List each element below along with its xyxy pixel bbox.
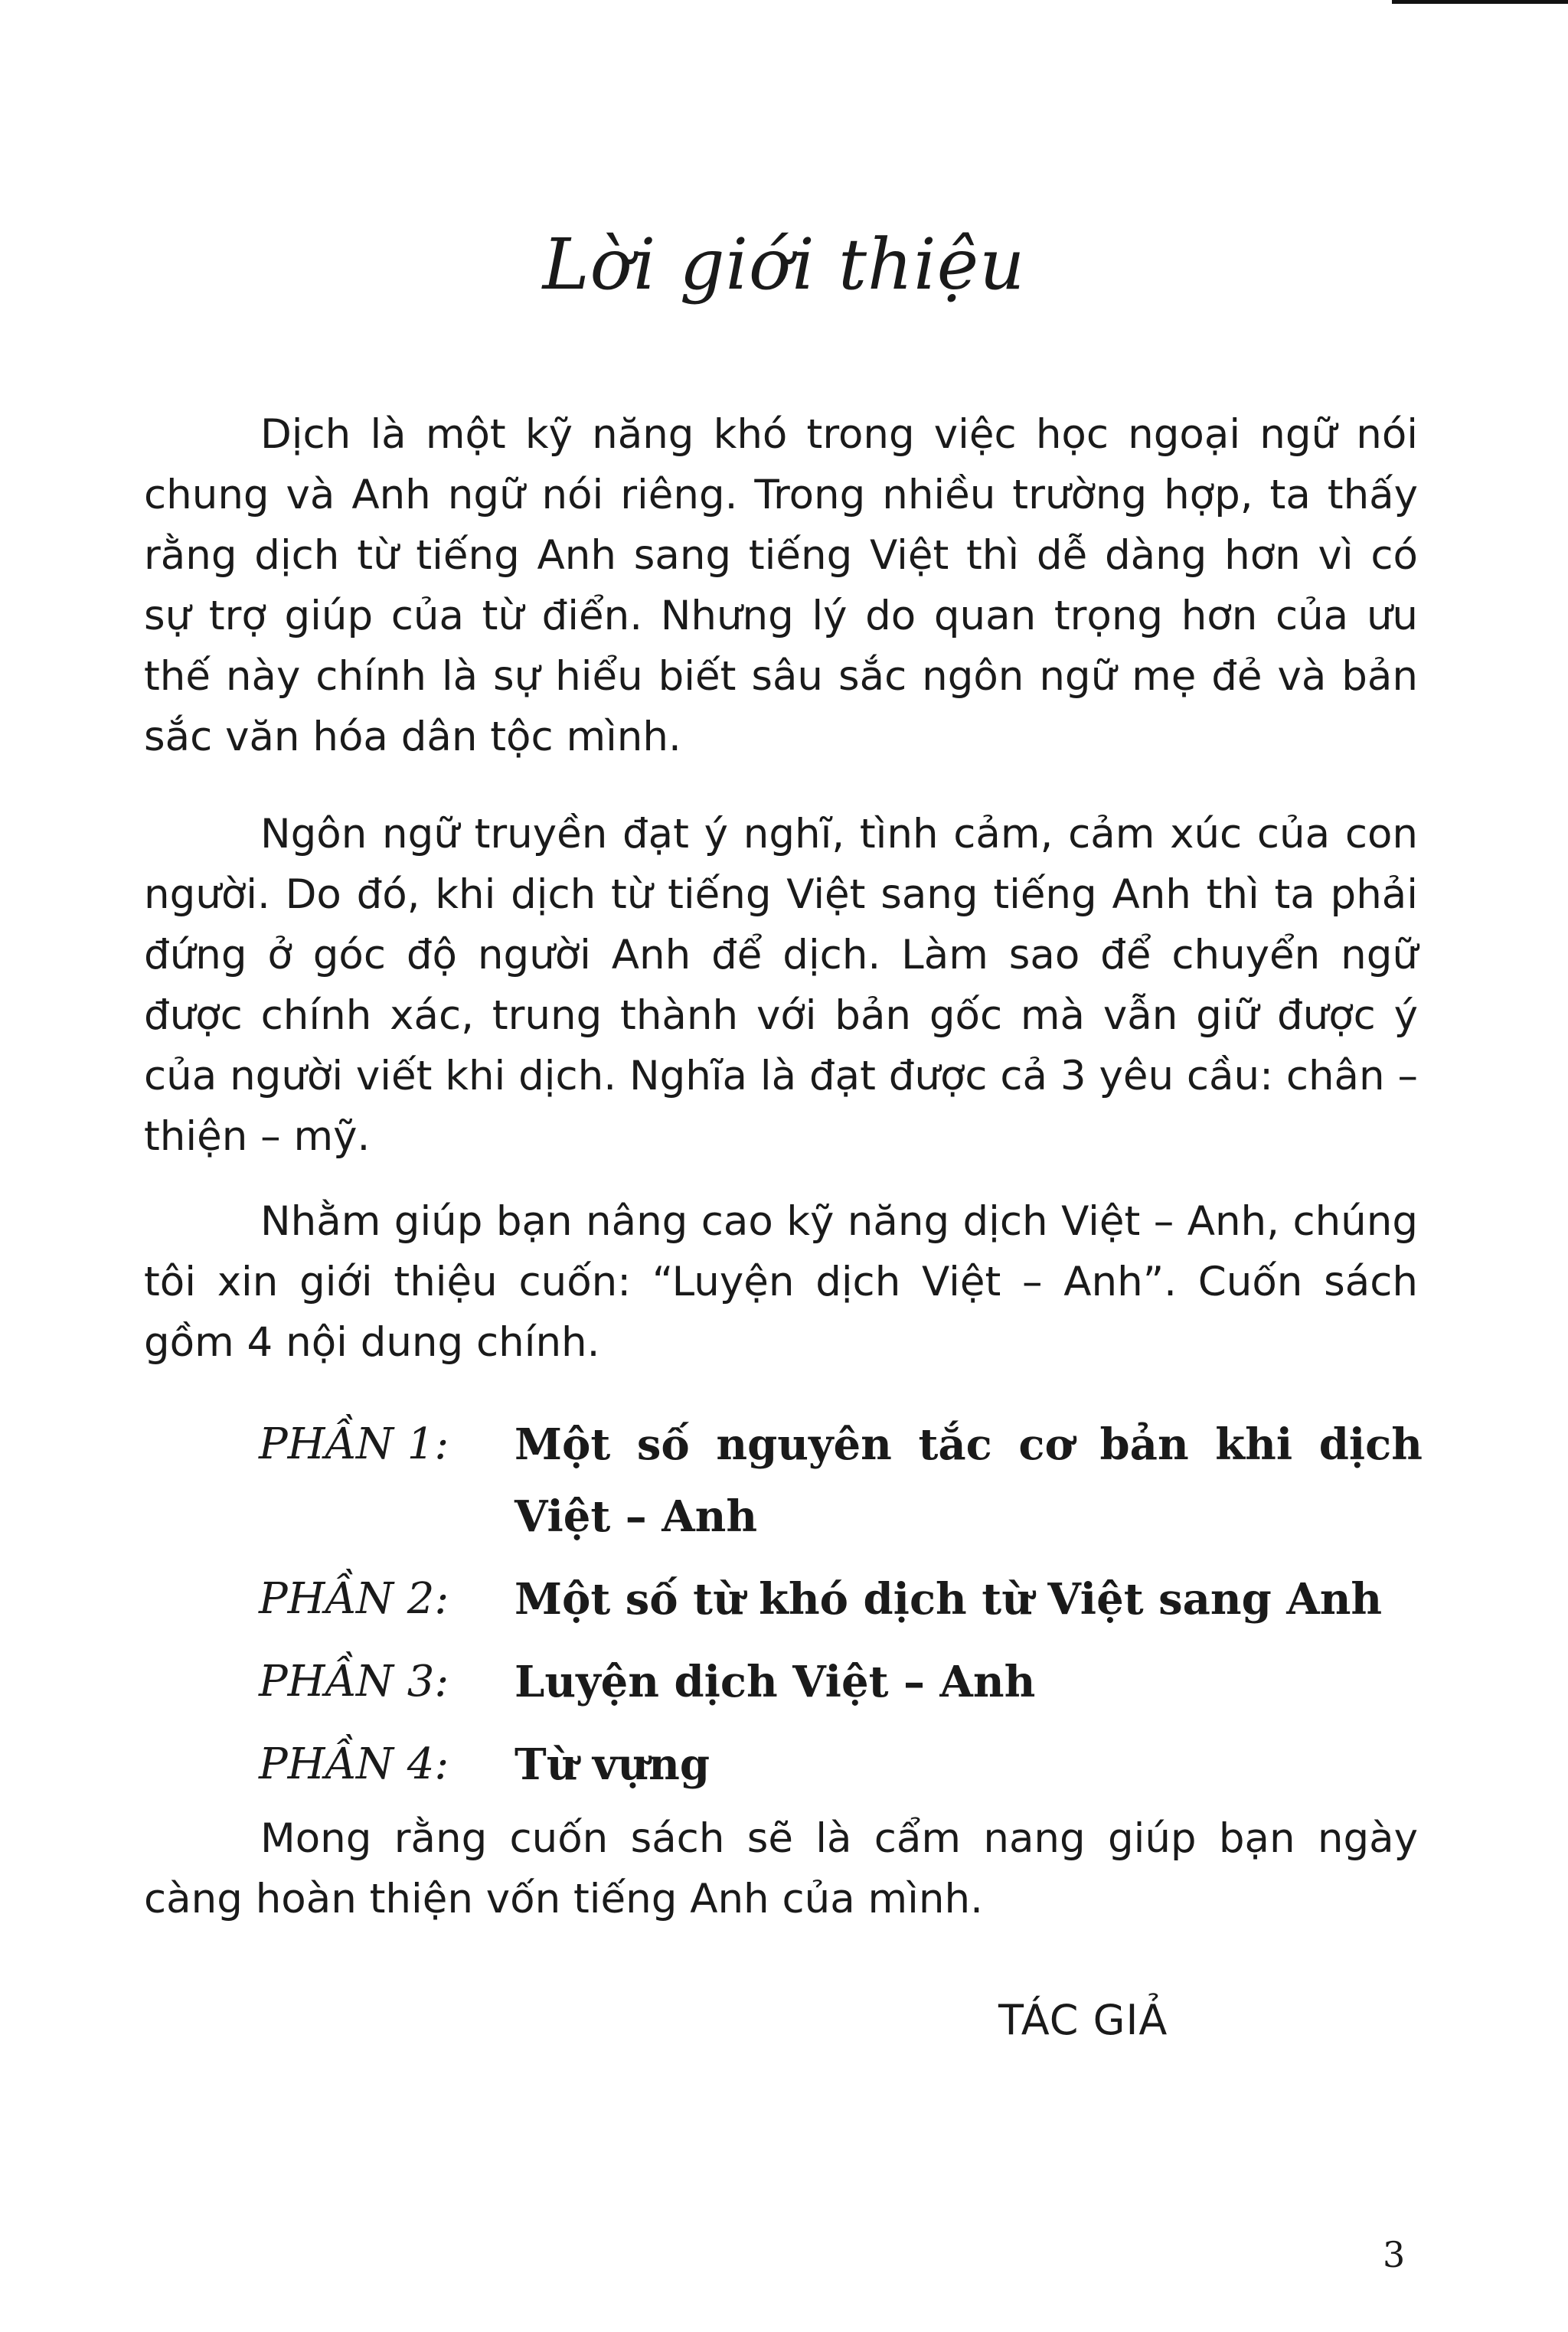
part-label: PHẦN 4: (259, 1739, 449, 1789)
intro-paragraph-1 (144, 404, 1418, 767)
paragraph-text: Dịch là một kỹ năng khó trong việc học ngoại ngữ nói chung và Anh ngữ nói riêng. Trong nhiều trường hợp, ta thấy rằng dịch từ tiếng Anh sang tiếng Việt thì dễ dàng hơn vì có sự trợ giúp của từ điển. Nhưng lý do quan trọng hơn của ưu thế này chính là sự hiểu biết sâu sắc ngôn ngữ mẹ đẻ và bản sắc văn hóa dân tộc mình. (144, 411, 1418, 760)
paragraph-text: Nhằm giúp bạn nâng cao kỹ năng dịch Việt – Anh, chúng tôi xin giới thiệu cuốn: “Luyện dịch Việt – Anh”. Cuốn sách gồm 4 nội dung chính. (144, 1198, 1418, 1366)
intro-paragraph-2 (144, 804, 1418, 1167)
part-label: PHẦN 2: (259, 1574, 449, 1624)
part-title: Một số từ khó dịch từ Việt sang Anh (514, 1574, 1383, 1625)
part-label: PHẦN 1: (259, 1419, 449, 1469)
contents-item (259, 1563, 1423, 1635)
corner-rule (1392, 0, 1568, 4)
contents-list (259, 1409, 1423, 1811)
part-title: Luyện dịch Việt – Anh (514, 1657, 1036, 1707)
contents-item (259, 1646, 1423, 1718)
closing-paragraph (144, 1808, 1418, 1929)
author-signature: TÁC GIẢ (998, 1996, 1168, 2044)
page-number: 3 (1383, 2234, 1406, 2275)
paragraph-text: Ngôn ngữ truyền đạt ý nghĩ, tình cảm, cảm xúc của con người. Do đó, khi dịch từ tiếng Việt sang tiếng Anh thì ta phải đứng ở góc độ người Anh để dịch. Làm sao để chuyển ngữ được chính xác, trung thành với bản gốc mà vẫn giữ được ý của người viết khi dịch. Nghĩa là đạt được cả 3 yêu cầu: chân – thiện – mỹ. (144, 811, 1418, 1160)
page-title: Lời giới thiệu (542, 224, 1026, 305)
contents-item (259, 1729, 1423, 1801)
part-title: Một số nguyên tắc cơ bản khi dịch Việt – Anh (514, 1419, 1423, 1542)
part-title: Từ vựng (514, 1739, 710, 1790)
contents-item (259, 1409, 1423, 1553)
part-label: PHẦN 3: (259, 1657, 449, 1707)
intro-paragraph-3 (144, 1191, 1418, 1373)
paragraph-text: Mong rằng cuốn sách sẽ là cẩm nang giúp bạn ngày càng hoàn thiện vốn tiếng Anh của mình. (144, 1815, 1418, 1922)
